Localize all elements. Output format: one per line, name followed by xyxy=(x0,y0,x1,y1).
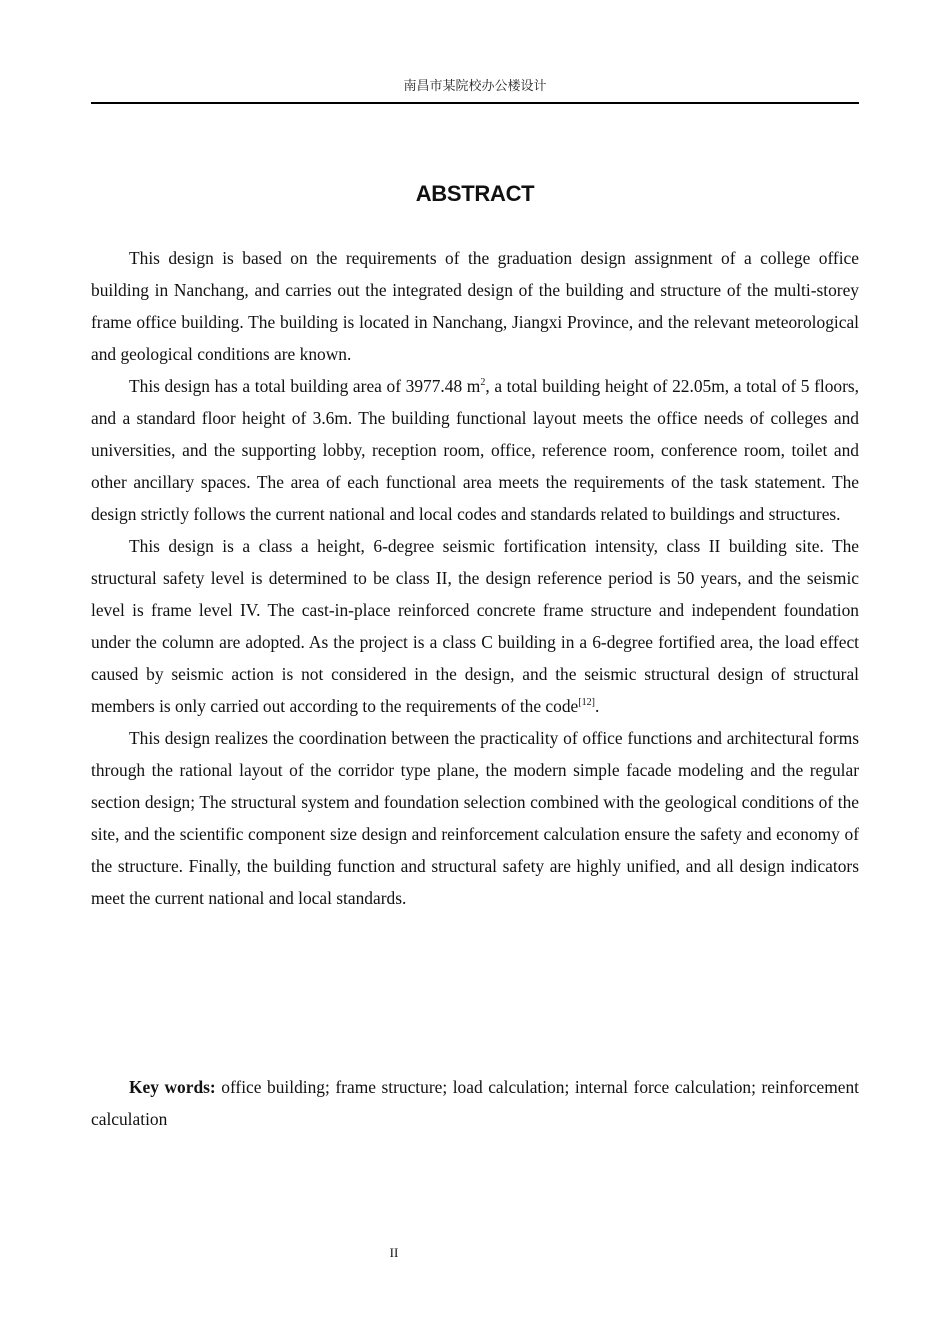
abstract-paragraph-1: This design is based on the requirements of the graduation design assignment of a college office building in Nanchang, and carries out the integrated design of the building and structure of the multi-storey frame office building. The building is located in Nanchang, Jiangxi Province, and the relevant meteorological and geological conditions are known. xyxy=(91,248,859,364)
header-title: 南昌市某院校办公楼设计 xyxy=(403,78,547,93)
page-number: II xyxy=(389,1245,399,1260)
keywords-text: office building; frame structure; load calculation; internal force calculation; reinforcement calculation xyxy=(91,1077,859,1129)
keywords-block xyxy=(91,1071,859,1135)
abstract-paragraph-4: This design realizes the coordination between the practicality of office functions and architectural forms through the rational layout of the corridor type plane, the modern simple facade modeling and the regular section design; The structural system and foundation selection combined with the geological conditions of the site, and the scientific component size design and reinforcement calculation ensure the safety and economy of the structure. Finally, the building function and structural safety are highly unified, and all design indicators meet the current national and local standards. xyxy=(91,728,859,908)
paragraph-2-text-end: , a total building height of 22.05m, a total of 5 floors, and a standard floor height of 3.6m. The building functional layout meets the office needs of colleges and universities, and the supporting lobby, reception room, office, reference room, conference room, toilet and other ancillary spaces. The area of each functional area meets the requirements of the task statement. The design strictly follows the current national and local codes and standards related to buildings and structures. xyxy=(91,376,860,524)
paragraph-3-text-end: . xyxy=(594,696,600,716)
abstract-title: ABSTRACT xyxy=(415,181,535,206)
running-header xyxy=(91,76,859,104)
paragraph-3-text-start: This design is a class a height, 6-degree seismic fortification intensity, class II building site. The structural safety level is determined to be class II, the design reference period is 50 years, and the seismic level is frame level IV. The cast-in-place reinforced concrete frame structure and independent foundation under the column are adopted. As the project is a class C building in a 6-degree fortified area, the load effect caused by seismic action is not considered in the design, and the seismic structural design of structural members is only carried out according to the requirements of the code xyxy=(91,536,859,716)
keywords-label: Key words: xyxy=(129,1077,216,1097)
paragraph-2-text-start: This design has a total building area of 3977.48 m xyxy=(129,376,481,396)
area-unit-superscript: 2 xyxy=(480,377,486,388)
abstract-body xyxy=(91,242,859,914)
abstract-paragraph-2 xyxy=(91,370,859,530)
abstract-paragraph-3 xyxy=(91,530,859,722)
citation-superscript: [12] xyxy=(578,697,595,708)
